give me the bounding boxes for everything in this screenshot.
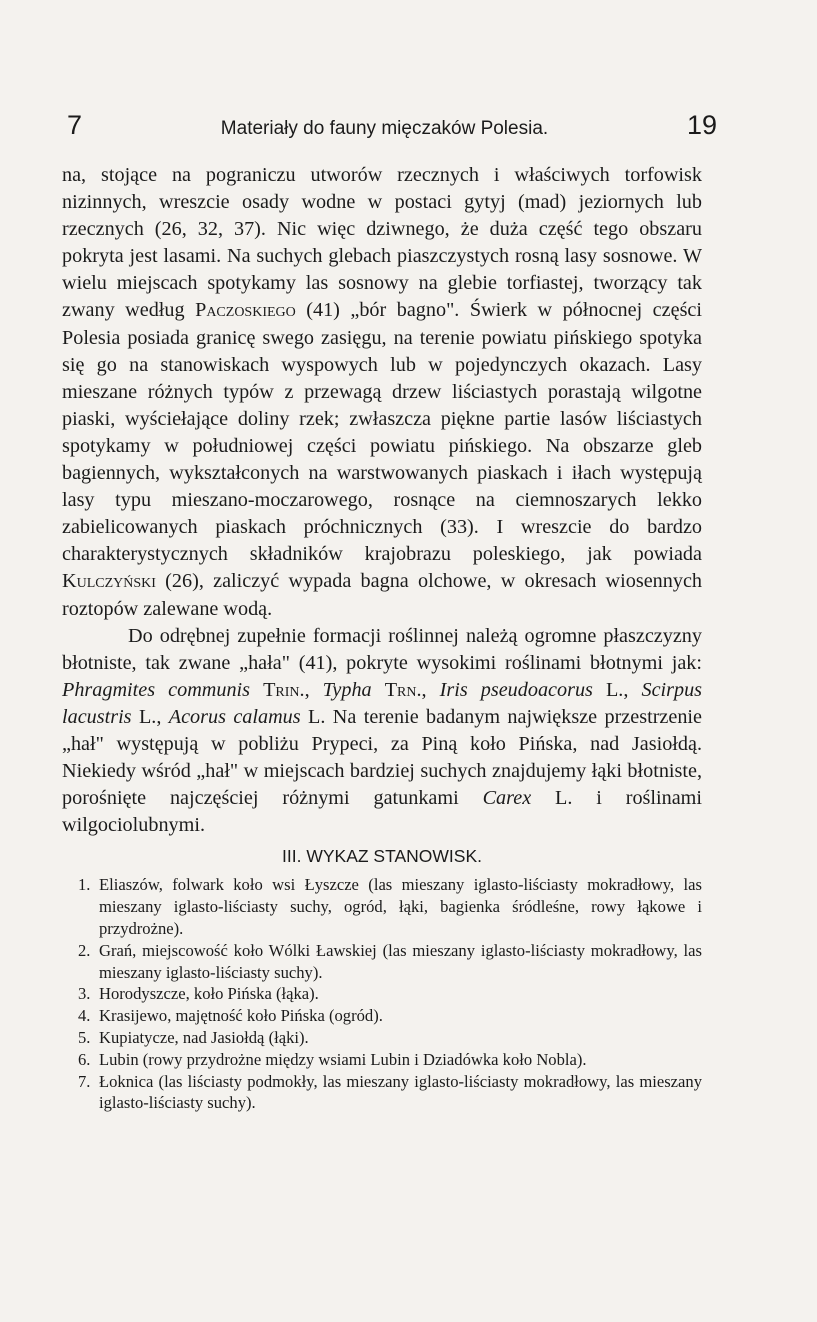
list-item (62, 1071, 702, 1115)
species-scirpus: Scirpus lacustris (62, 678, 703, 728)
species-typha: Typha (322, 678, 372, 701)
authority-2: Trn. (384, 678, 422, 701)
list-item-text: Łoknica (las liściasty podmokły, las mieszany iglasto-liściasty mokradłowy, las mieszany iglasto-liściasty suchy). (99, 1071, 702, 1113)
authority-4: L. (138, 705, 157, 728)
header-title: Materiały do fauny mięczaków Polesia. (220, 118, 549, 139)
list-item-number: 7. (78, 1071, 91, 1091)
species-acorus: Acorus calamus (168, 705, 301, 728)
p1-text-2: (41) „bór bagno". Świerk w północnej części Polesia posiada granicę swego zasięgu, na terenie powiatu pińskiego spotyka się go na stanowiskach wyspowych lub w pojedynczych okazach. Lasy mieszane różnych typów z przewagą drzew liściastych porastają wilgotne piaski, wyściełające doliny rzek; zwłaszcza piękne partie lasów liściastych spotykamy w południowej części powiatu pińskiego. Na obszarze gleb bagiennych, wykształconych na warstwowanych piaskach i iłach występują lasy typu mieszano-moczarowego, rosnące na ciemnoszarych lekko zabielicowanych piaskach próchnicznych (33). I wreszcie do bardzo charakterystycznych składników krajobrazu poleskiego, jak powiada (62, 299, 702, 566)
list-item-number: 5. (78, 1028, 91, 1048)
authority-5: L. (308, 705, 326, 728)
paragraph-1 (62, 162, 702, 623)
authority-1: Trin. (263, 678, 305, 701)
section-title: III. WYKAZ STANOWISK. (282, 846, 482, 867)
list-item-text: Kupiatycze, nad Jasiołdą (łąki). (99, 1028, 309, 1048)
list-item-text: Horodyszcze, koło Pińska (łąka). (99, 984, 319, 1004)
p2-text-2: Na terenie badanym największe przestrzenie „hał" występują w pobliżu Prypeci, za Piną koło Pińska, nad Jasiołdą. Niekiedy wśród „hał" w miejscach bardziej suchych znajdujemy łąki błotniste, porośnięte najczęściej różnymi gatunkami (62, 705, 703, 810)
species-iris: Iris pseudoacorus (439, 678, 593, 701)
p2-text-1: Do odrębnej zupełnie formacji roślinnej należą ogromne płaszczyzny błotniste, tak zwane „hała" (41), pokryte wysokimi roślinami błotnymi jak: (62, 624, 702, 674)
list-item (62, 1027, 702, 1049)
p1-text-3: (26), zaliczyć wypada bagna olchowe, w okresach wiosennych roztopów zalewane wodą. (62, 570, 702, 620)
page-number: 19 (686, 110, 717, 140)
author-paczoski: Paczoskiego (195, 299, 296, 322)
list-item-number: 6. (78, 1049, 91, 1069)
list-item-number: 3. (78, 984, 91, 1004)
list-item-text: Eliaszów, folwark koło wsi Łyszcze (las mieszany iglasto-liściasty mokradłowy, las mieszany iglasto-liściasty suchy, ogród, łąki, bagienka śródleśne, rowy łąkowe i przydrożne). (99, 875, 702, 939)
authority-3: L. (605, 678, 624, 701)
list-item (62, 940, 702, 984)
list-item (62, 1049, 702, 1071)
list-item-text: Krasijewo, majętność koło Pińska (ogród). (99, 1006, 383, 1026)
page-body (62, 162, 702, 1114)
header-left-number: 7 (67, 110, 83, 140)
list-item (62, 874, 702, 939)
stations-list (62, 874, 702, 1114)
paragraph-2: Do odrębnej zupełnie formacji roślinnej należą ogromne płaszczyzny błotniste, tak zwane „hała" (41), pokryte wysokimi roślinami błotnymi jak: Phragmites communis Trin., Typha Trn., Iris pseudoacorus L., Scirpus lacustris L., Acorus calamus L. Na terenie badanym największe przestrzenie „hał" występują w pobliżu Prypeci, za Piną koło Pińska, nad Jasiołdą. Niekiedy wśród „hał" w miejscach bardziej suchych znajdujemy łąki błotniste, porośnięte najczęściej różnymi gatunkami Carex L. i roślinami wilgociolubnymi. (62, 624, 703, 837)
species-phragmites: Phragmites communis (62, 678, 250, 701)
list-item (62, 983, 702, 1005)
author-kulczynski: Kulczyński (62, 570, 156, 593)
list-item (62, 1005, 702, 1027)
running-header (67, 110, 717, 150)
list-item-number: 2. (78, 940, 91, 960)
list-item-number: 4. (78, 1006, 91, 1026)
authority-6: L. (555, 787, 573, 810)
genus-carex: Carex (482, 787, 532, 810)
list-item-number: 1. (78, 875, 91, 895)
list-item-text: Lubin (rowy przydrożne między wsiami Lubin i Dziadówka koło Nobla). (99, 1049, 587, 1069)
p2-text-3: i roślinami wilgociolubnymi. (62, 787, 702, 837)
p1-text-1: na, stojące na pograniczu utworów rzecznych i właściwych torfowisk nizinnych, wreszcie osady wodne w postaci gytyj (mad) jeziornych lub rzecznych (26, 32, 37). Nic więc dziwnego, że duża część tego obszaru pokryta jest lasami. Na suchych glebach piaszczystych rosną lasy sosnowe. W wielu miejscach spotykamy las sosnowy na glebie torfiastej, tworzący tak zwany według (62, 164, 702, 322)
list-item-text: Grań, miejscowość koło Wólki Ławskiej (las mieszany iglasto-liściasty mokradłowy, las mieszany iglasto-liściasty suchy). (99, 940, 702, 982)
